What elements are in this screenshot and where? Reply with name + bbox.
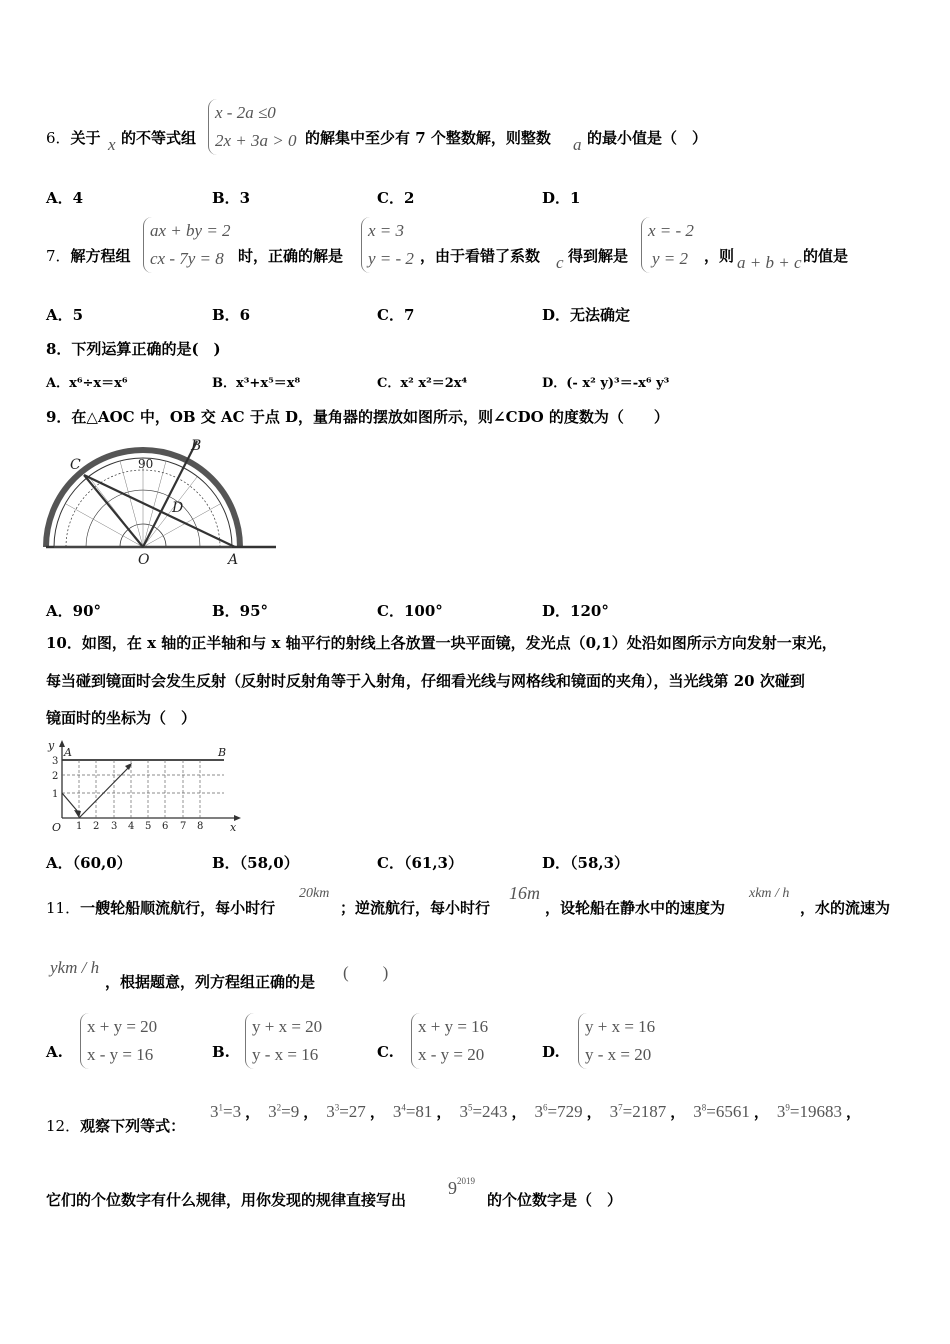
q11-t2: ；逆流航行，每小时行: [340, 899, 491, 917]
q10-y-tick-1: 1: [52, 789, 59, 800]
q12-power-9: $3^9=19683$: [776, 1102, 842, 1121]
q9-label-c: C: [70, 457, 81, 473]
q11-option-d-eq2: y - x = 20: [585, 1045, 652, 1064]
q10-x-tick-3: 3: [111, 821, 118, 832]
q7-mid3: 得到解是: [568, 247, 629, 265]
q12-big-base: 9: [448, 1178, 457, 1198]
q6-eq1: x - 2a ≤0: [215, 103, 276, 122]
q6-system: [208, 99, 297, 155]
q10-y-tick-2: 2: [52, 771, 59, 782]
q11-number: 11．: [46, 899, 81, 917]
q10-line-3: 镜面时的坐标为（ ）: [46, 709, 197, 727]
q11-line-1: [46, 899, 275, 917]
q7-sol1-x: x = 3: [368, 221, 405, 240]
q10-x-axis-label: x: [230, 821, 237, 833]
q11-v3: xkm / h: [749, 886, 790, 901]
q12-power-1: $3^1=3$: [210, 1102, 242, 1121]
q7-option-c: C．7: [377, 306, 415, 324]
q6-option-a: A．4: [46, 189, 84, 207]
q11-option-b-system: [245, 1013, 322, 1069]
q6-mid: 的不等式组: [121, 129, 197, 147]
q7-option-a: A．5: [46, 306, 84, 324]
q11-option-a-label: A.: [46, 1043, 63, 1061]
q12-line-2-post: 的个位数字是（ ）: [487, 1191, 623, 1209]
q12-big-exp: 2019: [457, 1176, 475, 1186]
q8-option-d: D．(- x² y)³＝-x⁶ y³: [542, 376, 670, 391]
q6-option-d: D．1: [542, 189, 581, 207]
q8-option-c: C．x² x²＝2x⁴: [377, 376, 468, 391]
q7-line: [46, 247, 131, 265]
q10-x-tick-5: 5: [145, 821, 152, 832]
q12-power-2: $3^2=9$: [268, 1102, 300, 1121]
q12-number: 12．: [46, 1117, 81, 1135]
q10-line-2: 每当碰到镜面时会发生反射（反射时反射角等于入射角，仔细看光线与网格线和镜面的夹角），当光线第 20 次碰到: [46, 672, 805, 690]
q7-mid1: 时，正确的解是: [238, 247, 344, 265]
q10-option-a: A．（60,0）: [46, 854, 132, 872]
q8-title: 8．下列运算正确的是( ): [46, 340, 221, 358]
q11-v4: ykm / h: [50, 958, 100, 977]
q7-eq1: ax + by = 2: [150, 221, 231, 240]
q10-x-tick-1: 1: [76, 821, 83, 832]
q10-option-d: D．（58,3）: [542, 854, 630, 872]
q9-label-90: 90: [138, 457, 154, 471]
q7-option-b: B．6: [212, 306, 251, 324]
q6-line: [46, 129, 101, 147]
q7-solution-wrong: [641, 217, 694, 273]
q9-label-o: O: [138, 552, 150, 567]
q11-v2: 16m: [509, 883, 540, 903]
q8-option-b: B．x³+x⁵＝x⁸: [212, 376, 301, 391]
q7-pre: 解方程组: [70, 247, 131, 265]
q12-title: 观察下列等式：: [80, 1117, 186, 1135]
q10-option-c: C．（61,3）: [377, 854, 463, 872]
q9-option-a: A．90°: [46, 602, 102, 620]
q10-option-b: B．（58,0）: [212, 854, 299, 872]
q12-power-8: $3^8=6561$: [693, 1102, 750, 1121]
q6-option-b: B．3: [212, 189, 251, 207]
q11-t3: ，设轮船在静水中的速度为: [545, 899, 726, 917]
q10-point-b: B: [218, 746, 227, 759]
q11-option-b-label: B.: [212, 1043, 230, 1061]
q7-number: 7．: [46, 247, 71, 265]
q6-pre: 关于: [70, 129, 101, 147]
q12-power-4: $3^4=81$: [392, 1102, 433, 1121]
q11-option-c-label: C.: [377, 1043, 394, 1061]
q11-t1: 一艘轮船顺流航行，每小时行: [80, 899, 276, 917]
q9-option-c: C．100°: [377, 602, 443, 620]
q6-var-x: x: [108, 135, 116, 154]
q11-option-c-eq2: x - y = 20: [418, 1045, 485, 1064]
q10-y-axis-label: y: [48, 739, 55, 752]
q12-power-3: $3^3=27$: [326, 1102, 366, 1121]
q11-option-a-eq1: x + y = 20: [87, 1017, 158, 1036]
q10-x-tick-4: 4: [128, 821, 135, 832]
q9-label-a: A: [228, 552, 239, 567]
q9-option-d: D．120°: [542, 602, 609, 620]
q12-powers: $3^1=3$ ， $3^2=9$ ， $3^3=27$ ， $3^4=81$ ， $3^5=243$ ， $3^6=729$ ， $3^7=2187$ ， $3^8=6561$ ， $3^9=19683$ ，: [210, 1102, 861, 1121]
q11-v1: 20km: [299, 886, 330, 901]
q11-t4: ，水的流速为: [800, 899, 891, 917]
q12-power-7: $3^7=2187$: [609, 1102, 667, 1121]
q7-mid2: ，由于看错了系数: [420, 247, 541, 265]
q7-system: [143, 217, 231, 273]
q10-line-1: 10．如图，在 x 轴的正半轴和与 x 轴平行的射线上各放置一块平面镜，发光点（0,1）处沿如图所示方向发射一束光，: [46, 634, 837, 652]
q12-big-power: [448, 1176, 475, 1199]
q7-solution-correct: [361, 217, 414, 273]
q12-line-2-pre: 它们的个位数字有什么规律，用你发现的规律直接写出: [46, 1191, 407, 1209]
q7-eq2: cx - 7y = 8: [150, 249, 224, 268]
q7-sol1-y: y = - 2: [368, 249, 414, 268]
q9-protractor-figure: [42, 437, 282, 567]
q10-x-tick-7: 7: [180, 821, 187, 832]
q11-option-c-system: [411, 1013, 488, 1069]
q11-t5: ，根据题意，列方程组正确的是: [105, 973, 316, 991]
q11-option-b-eq2: y - x = 16: [252, 1045, 319, 1064]
q11-option-c-eq1: x + y = 16: [418, 1017, 489, 1036]
q6-post: 的解集中至少有 7 个整数解，则整数: [305, 129, 551, 147]
q11-option-a-eq2: x - y = 16: [87, 1045, 154, 1064]
q6-option-c: C．2: [377, 189, 415, 207]
q12-power-6: $3^6=729$: [534, 1102, 583, 1121]
q9-label-b: B: [191, 438, 202, 454]
q6-tail: 的最小值是（ ）: [587, 129, 708, 147]
q7-mid4: ，则: [704, 247, 735, 265]
q7-tail: 的值是: [803, 247, 849, 265]
q6-eq2: 2x + 3a > 0: [215, 131, 297, 150]
q9-title: 9．在△AOC 中，OB 交 AC 于点 D，量角器的摆放如图所示，则∠CDO 的度数为（ ）: [46, 408, 669, 426]
q11-option-a-system: [80, 1013, 157, 1069]
q12-line-1: [46, 1117, 185, 1135]
q10-origin-label: O: [52, 821, 62, 833]
q10-point-a: A: [64, 746, 72, 759]
q10-x-tick-2: 2: [93, 821, 100, 832]
q7-var-c: c: [556, 253, 564, 272]
q12-power-5: $3^5=243$: [459, 1102, 508, 1121]
q11-option-d-eq1: y + x = 16: [585, 1017, 656, 1036]
q10-x-tick-8: 8: [197, 821, 204, 832]
q6-number: 6．: [46, 129, 71, 147]
q7-option-d: D．无法确定: [542, 306, 631, 324]
q7-sol2-x: x = - 2: [648, 221, 694, 240]
q11-option-d-system: [578, 1013, 655, 1069]
q11-paren: ( ): [343, 963, 389, 982]
q7-expr: a + b + c: [737, 253, 802, 272]
q11-option-d-label: D.: [542, 1043, 560, 1061]
q10-x-tick-6: 6: [162, 821, 169, 832]
q6-var-a: a: [573, 135, 582, 154]
q8-option-a: A．x⁶÷x＝x⁶: [46, 376, 128, 391]
q10-mirror-figure: [44, 738, 244, 833]
q10-y-tick-3: 3: [52, 756, 59, 767]
q7-sol2-y: y = 2: [652, 249, 689, 268]
q11-option-b-eq1: y + x = 20: [252, 1017, 323, 1036]
q9-option-b: B．95°: [212, 602, 269, 620]
q9-label-d: D: [172, 500, 184, 516]
